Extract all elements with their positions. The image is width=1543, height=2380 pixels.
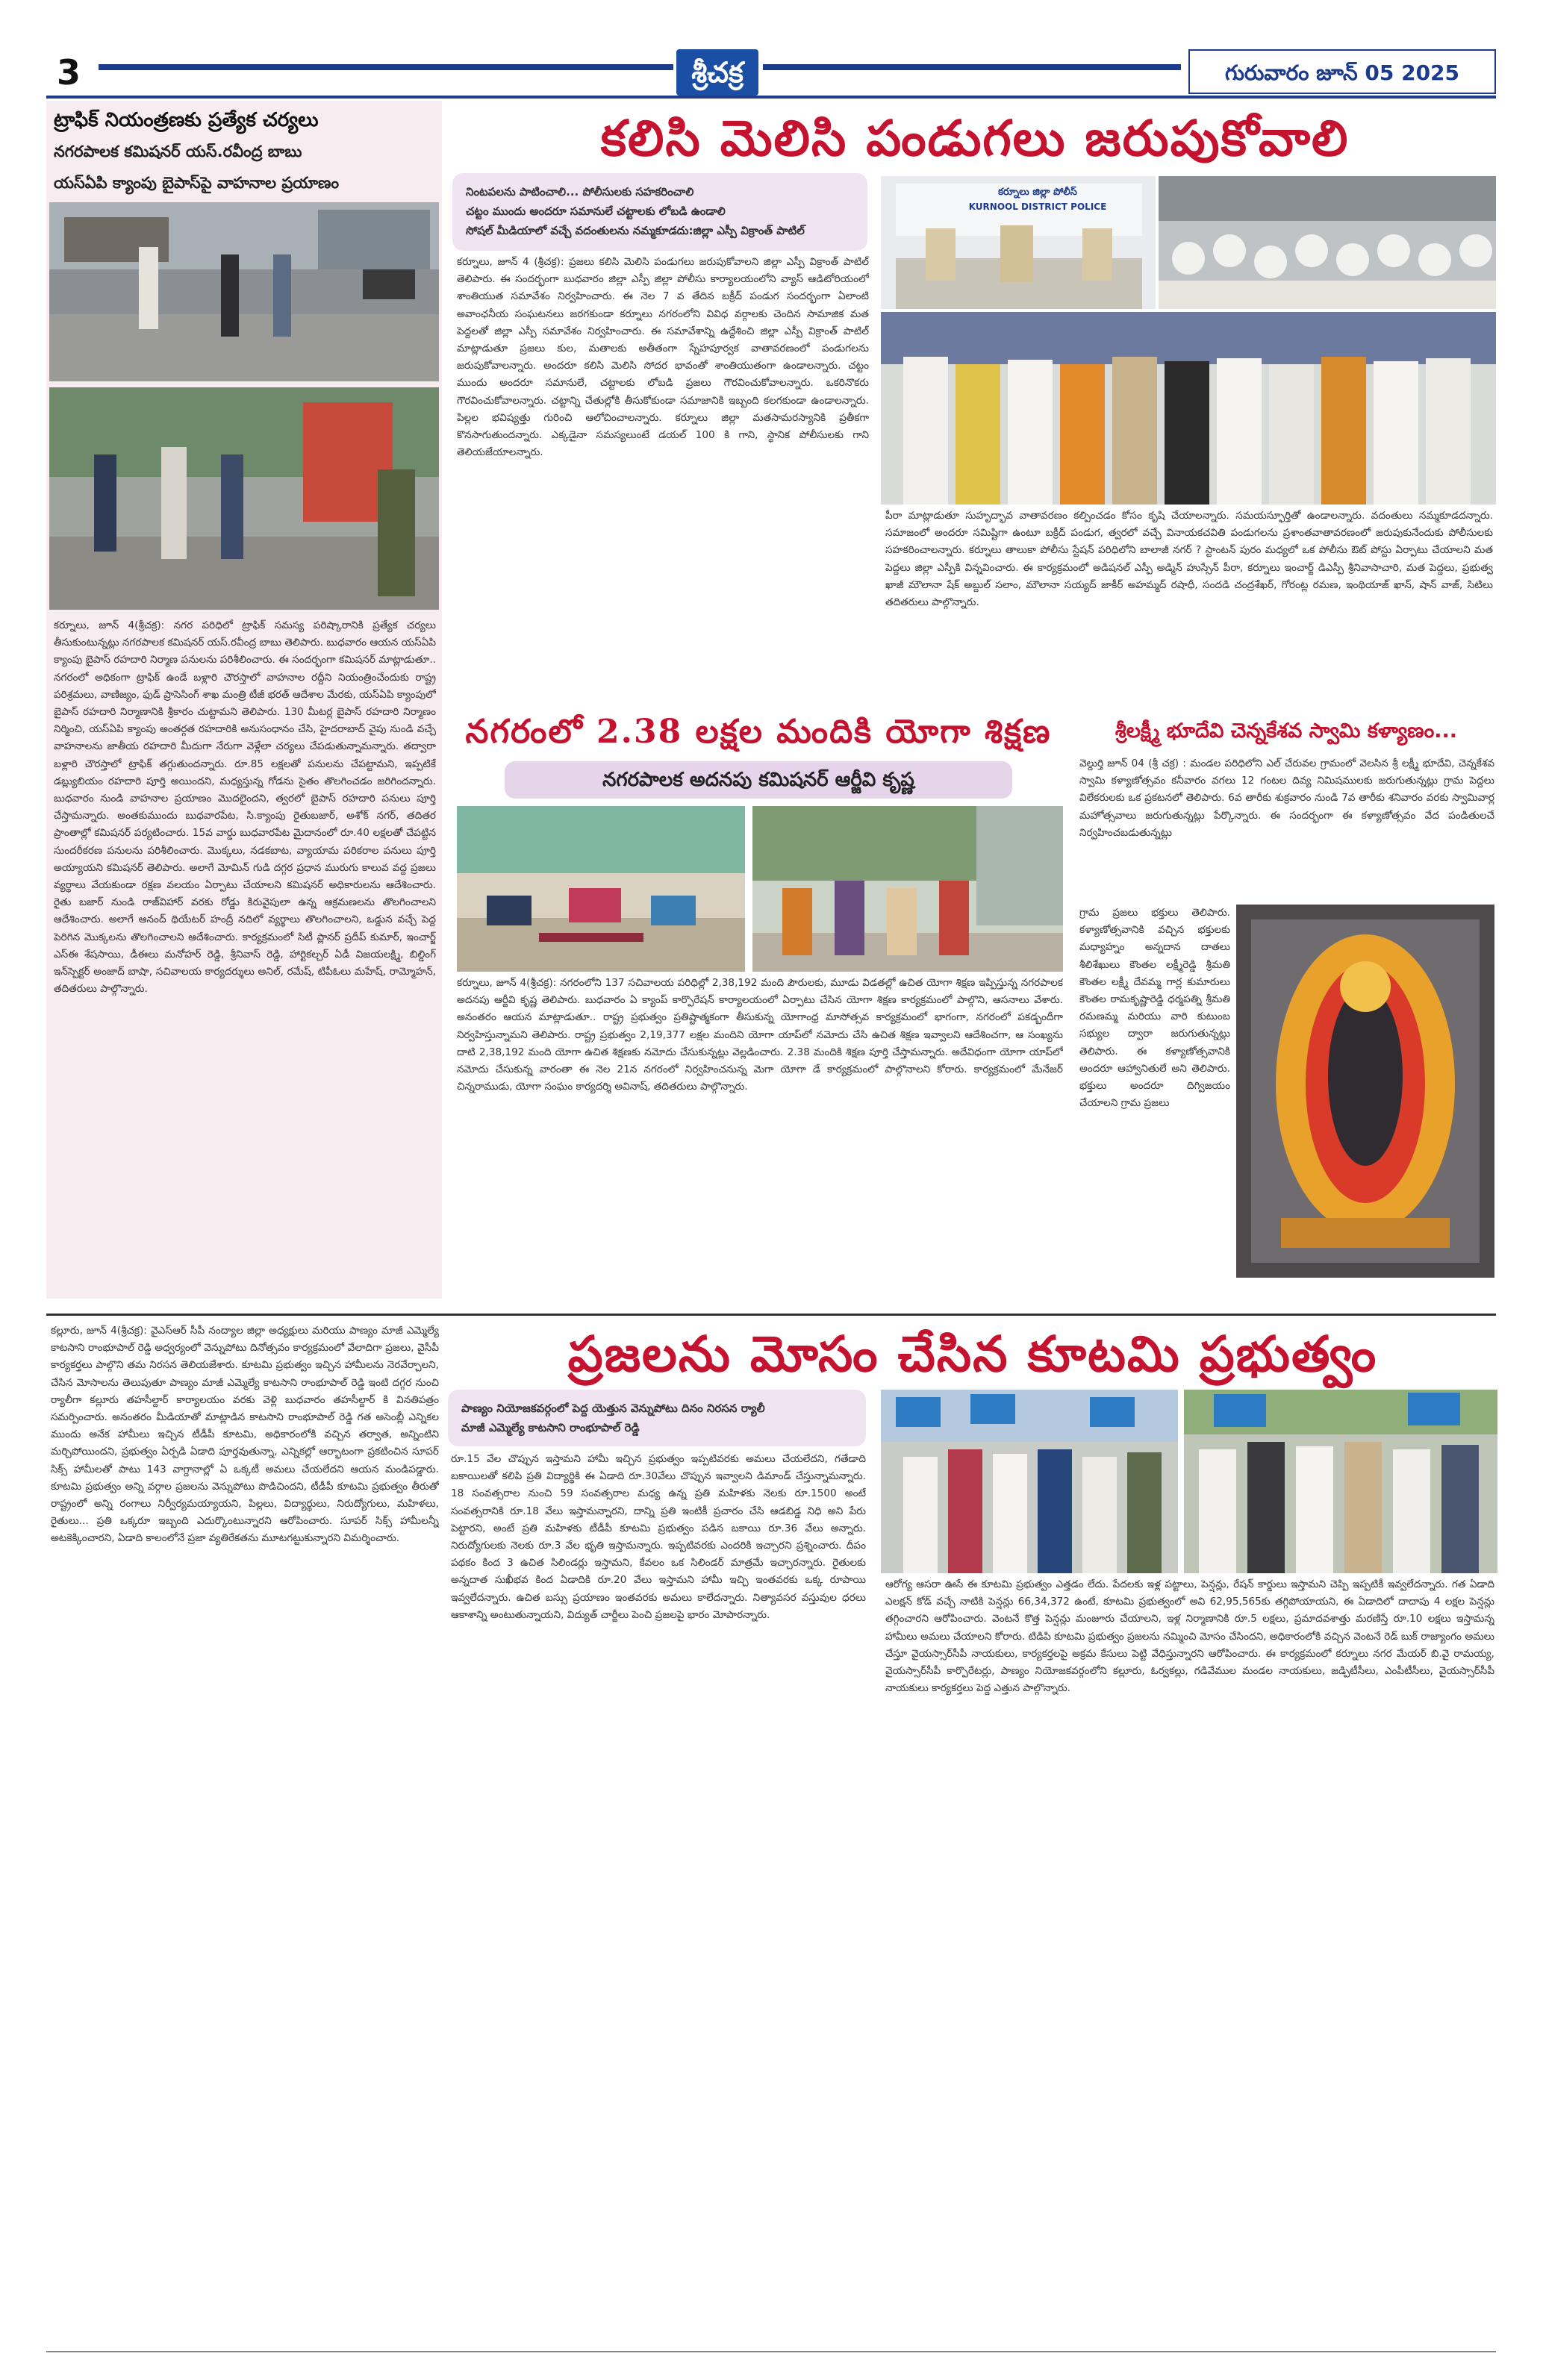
section-divider <box>46 1314 1496 1316</box>
yoga-story-body: కర్నూలు, జూన్ 4(శ్రీచక్ర): నగరంలోని 137 సచివాలయ పరిధిల్లో 2,38,192 మంది పౌరులకు, మూడు విడతల్లో ఉచిత యోగా శిక్షణ ఇప్పిస్తున్న నగరపాలక అదనపు ఆర్జీవి కృష్ణ తెలిపారు. బుధవారం ఏ క్యాంప్ కార్పొరేషన్ కార్యాలయంలో ఏర్పాటు చేసిన యోగా శిక్షణ కార్యక్రమంలో పాల్గొని, ఆసనాలు వేశారు. అనంతరం ఆయన మాట్లాడుతూ.. రాష్ట్ర ప్రభుత్వం ప్రతిష్టాత్మకంగా తీసుకున్న యోగాంధ్ర మాసోత్సవ కార్యక్రమంలో భాగంగా, నగరంలో పకడ్బందీగా నిర్వహిస్తున్నామని తెలిపారు. రాష్ట్ర ప్రభుత్వం 2,19,377 లక్షల మందిని యోగా యాప్‌లో నమోదు చేసి ఉచిత శిక్షణ ఇవ్వాలని ఆదేశించగా, ఆ సంఖ్యను దాటి 2,38,192 మంది యోగా ఉచిత శిక్షణకు నమోదు చేసుకున్నట్లు వెల్లడించారు. 2.38 మందికి శిక్షణ పూర్తి చేస్తామన్నారు. అదేవిధంగా యోగా యాప్‌లో నమోదు చేసుకున్న వారంతా ఈ నెల 21న నగరంలో నిర్వహించనున్న మెగా యోగా డే కార్యక్రమంలో పాల్గొనాలని కోరారు. కార్యక్రమంలో మేనేజర్ చిన్నరాముడు, యోగా సంఘం కార్యదర్శి అవినాష్, తదితరులు పాల్గొన్నారు. <box>457 977 1063 1093</box>
top-story-headline: కలిసి మెలిసి పండుగలు జరుపుకోవాలి <box>600 109 1350 167</box>
bottom-story-headline: ప్రజలను మోసం చేసిన కూటమి ప్రభుత్వం <box>567 1325 1378 1383</box>
bottom-story-deck-line-1: పాణ్యం నియోజకవర్గంలో పెద్ద యెత్తున వెన్నుపోటు దినం నిరసన ర్యాలీ <box>461 1402 765 1415</box>
police-meeting-photo-1 <box>881 176 1156 309</box>
yoga-photo-1 <box>457 806 745 972</box>
left-story-subhead-2: యస్ఏపి క్యాంపు బైపాస్‌పై వాహనాల ప్రయాణం <box>54 174 340 192</box>
left-photo-1 <box>49 202 439 381</box>
left-story <box>46 101 442 1299</box>
top-story-deck-line-1: నింటపలను పాటించాలి... పోలీసులకు సహకరించాలి <box>466 185 694 199</box>
top-story-body-left: కర్నూలు, జూన్ 4 (శ్రీచక్ర): ప్రజలు కలిసి మెలిసి పండుగలు జరుపుకోవాలని జిల్లా ఎస్పీ విక్రాంత్ పాటిల్ తెలిపారు. ఈ సందర్భంగా బుధవారం జిల్లా ఎస్పీ జిల్లా పోలీసు కార్యాలయంలోని వ్యాస్ ఆడిటోరియంలో శాంతియుత సమావేశం నిర్వహించారు. ఈ నెల 7 వ తేదిన బక్రీద్ పండుగ సందర్భంగా ఏలాంటి అవాంఛనీయ సంఘటనలు జరగకుండా కర్నూలు నగరంలోని వివిధ వర్గాలకు చెందిన సామాజిక మత పెద్దలతో జిల్లా ఎస్పీ సమావేశం నిర్వహించారు. ఈ సమావేశాన్ని ఉద్దేశించి జిల్లా ఎస్పీ విక్రాంత్ పాటిల్ మాట్లాడుతూ ప్రజలు కుల, మతాలకు అతీతంగా స్నేహపూర్వక వాతావరణంలో పండుగలను జరుపుకోవాలన్నారు. అందరూ కలిసి మెలిసి సోదర భావంతో శాంతియుతంగా ఉండాలన్నారు. చట్టం ముందు అందరూ సమానులే, చట్టాలకు లోబడి ప్రజలు గౌరవించుకోవాలన్నారు. ఒకరినొకరు గౌరవించుకోవాలన్నారు. చట్టాన్ని చేతుల్లోకి తీసుకోకుండా సమాజానికి ఇబ్బంది కలగకుండా ఉండాలన్నారు. పిల్లల భవిష్యత్తు గురించి ఆలోచించాలన్నారు. కర్నూలు జిల్లా మతసామరస్యానికి ప్రతీకగా కొనసాగుతుందన్నారు. ఎక్కడైనా సమస్యలుంటే డయల్ 100 కి గాని, స్థానిక పోలీసులకు గాని తెలియజేయాలన్నారు. <box>457 256 869 459</box>
rally-photo-2 <box>1184 1390 1497 1573</box>
bottom-story-body-col2: రూ.15 వేల చొప్పున ఇస్తామని హామీ ఇచ్చిన ప్రభుత్వం ఇప్పటివరకు అమలు చేయలేదని, గతేడాది బకాయిలతో కలిపి ప్రతి విద్యార్థికి ఈ ఏడాది రూ.30వేలు చొప్పున ఇవ్వాలని డిమాండ్ చేస్తున్నామన్నారు. 18 సంవత్సరాల నుంచి 59 సంవత్సరాల మధ్య ఉన్న ప్రతి మహిళకు నెలకు రూ.1500 అంటే సంవత్సరానికి రూ.18 వేలు ఇస్తామన్నారని, దాన్ని ప్రతి ఇంటికీ ప్రచారం చేసి ఆడబిడ్డ నిధి అని పేరు పెట్టారని, అంటే ప్రతి మహిళకు టీడీపీ కూటమి ప్రభుత్వం పడిన బకాయి రూ.36 వేలు అన్నారు. నిరుద్యోగులకు నెలకు రూ.3 వేల భృతి ఇస్తామన్నారు. ఇప్పటివరకు ఎందరికి ఇచ్చారని ప్రశ్నించారు. దీపం పథకం కింద 3 ఉచిత సిలిండర్లు ఇస్తామని, కేవలం ఒక సిలిండర్ మాత్రమే ఇచ్చారన్నారు. రైతులకు అన్నదాత సుఖీభవ కింద ఏడాదికి రూ.20 వేలు ఇస్తామని హామీ ఇచ్చి ఇంతవరకు ఒక్క రూపాయి ఇవ్వలేదన్నారు. ఉచిత బస్సు ప్రయాణం ఇంతవరకు అమలు కాలేదన్నారు. నిత్యావసర వస్తువుల ధరలు ఆకాశాన్ని అంటుతున్నాయని, విద్యుత్ చార్జీలు పెంచి ప్రజలపై భారం మోపారన్నారు. <box>451 1453 866 1621</box>
yoga-photo-2 <box>752 806 1063 972</box>
masthead <box>46 46 1496 99</box>
kalyanam-story-body-top: వెల్దుర్తి జూన్ 04 (శ్రీ చక్ర) : మండల పరిధిలోని ఎల్ చేరువల గ్రామంలో వెలసిన శ్రీ లక్ష్మీ భూదేవి, చెన్నకేశవ స్వామి కళ్యాణోత్సవం కనీవారం వగలు 12 గంటల దివ్య నిమిషములకు జరుగుతున్నట్లు గ్రామ పెద్దలు విలేకరులకు ఒక ప్రకటనలో తెలిపారు. 6వ తారీకు శుక్రవారం నుండి 7వ తారీకు శనివారం వరకు స్వామివార్ల మహోత్సవాలు జరుగుతున్నట్లు పేర్కొన్నారు. ఈ సందర్భంగా ఈ కళ్యాణోత్సవం వేద పండితులచే నిర్వహించబడుతున్నట్లు <box>1079 758 1494 839</box>
top-story-deck <box>452 173 867 251</box>
yoga-story-headline: నగరంలో 2.38 లక్షల మందికి యోగా శిక్షణ <box>465 713 1052 751</box>
police-banner-text: కర్నూలు జిల్లా పోలీస్ <box>998 187 1077 198</box>
masthead-bar-right <box>763 64 1181 70</box>
page-number: 3 <box>56 52 81 93</box>
bottom-story-deck-line-2: మాజీ ఎమ్మెల్యే కాటసాని రాంభూపాల్ రెడ్డి <box>461 1421 640 1434</box>
left-story-subhead-1: నగరపాలక కమిషనర్ యస్.రవీంద్ర బాబు <box>54 143 302 160</box>
police-meeting-photo-3 <box>881 312 1496 505</box>
kalyanam-story-body-side: గ్రామ ప్రజలు భక్తులు తెలిపారు. కళ్యాణోత్సవానికి వచ్చిన భక్తులకు మధ్యాహ్నం అన్నదాన దాతలు శీలిశేఖులు కౌంతల లక్ష్మీరెడ్డి శ్రీమతి కౌంతల లక్ష్మీ దేవమ్మ గార్ల కుమారులు కౌంతల రామకృష్ణారెడ్డి ధర్మపత్ని శ్రీమతి రమణమ్మ మరియు వారి కుటుంబ సభ్యుల ద్వారా జరుగుతున్నట్లు తెలిపారు. ఈ కళ్యాణోత్సవానికి అందరూ ఆహ్వానితులే అని తెలిపారు. భక్తులు అందరూ దిగ్విజయం చేయాలని గ్రామ ప్రజలు <box>1079 907 1230 1110</box>
top-story-deck-line-3: సోషల్ మీడియాలో వచ్చే వదంతులను నమ్మకూడదు:జిల్లా ఎస్పీ విక్రాంత్ పాటిల్ <box>466 224 805 237</box>
top-story-body-right: పీరా మాట్లాడుతూ సుహృద్భావ వాతావరణం కల్పించడం కోసం కృషి చేయాలన్నారు. సమయస్ఫూర్తితో ఉండాలన్నారు. వదంతులు నమ్మకూడదన్నారు. సమాజంలో అందరూ సమిష్టిగా ఉంటూ బక్రీద్ పండుగ, త్వరలో వచ్చే వినాయకచవితి పండుగలను ప్రశాంతవాతావరణంలో జరుపుకునేందుకు పోలీసులకు సహకరించాలన్నారు. కర్నూలు తాలుకా పోలీసు స్టేషన్ పరిధిలోని బాలాజీ నగర్ ? స్టాంటన్ పురం మధ్యలో ఒక పోలీసు ఔట్ పోస్టు ఏర్పాటు చేయాలని మత పెద్దలు జిల్లా ఎస్పీకి విన్నవించారు. ఈ కార్యక్రమంలో అడిషనల్ ఎస్పీ అడ్మిన్ హుస్సేన్ పీరా, కర్నూలు ఇంచార్జ్ డిఎస్పీ శ్రీనివాసాచారి, మత పెద్దలు, ప్రభుత్వ ఖాజీ మౌలానా షేక్ అబ్దుల్ సలాం, మౌలానా సయ్యద్ జాకీర్ అహమ్మద్ రషాధీ, సందడి చంద్రశేఖర్, గోరంట్ల రమణ, ఇంథియాజ్ ఖాన్, షాన్ వాజ్, సిటిలు తదితరులు పాల్గొన్నారు. <box>885 510 1493 609</box>
left-story-headline: ట్రాఫిక్ నియంత్రణకు ప్రత్యేక చర్యలు <box>54 109 319 131</box>
yoga-story-deck: నగరపాలక అదనపు కమిషనర్ ఆర్జీవి కృష్ణ <box>505 761 1012 799</box>
top-story-deck-line-2: చట్టం ముందు అందరూ సమానులే చట్టాలకు లోబడి ఉండాలి <box>466 204 726 218</box>
left-photo-2 <box>49 387 439 610</box>
masthead-bar-left <box>99 64 673 70</box>
left-story-body: కర్నూలు, జూన్ 4(శ్రీచక్ర): నగర పరిధిలో ట్రాఫిక్ సమస్య పరిష్కారానికి ప్రత్యేక చర్యలు తీసుకుంటున్నట్లు నగరపాలక కమిషనర్ యస్.రవీంద్ర బాబు తెలిపారు. బుధవారం ఆయన యస్ఏపి క్యాంపు బైపాస్ రహదారి నిర్మాణ పనులను పరిశీలించారు. ఈ సందర్భంగా కమిషనర్ మాట్లాడుతూ.. నగరంలో అధికంగా ట్రాఫిక్ ఉండే బళ్లారి చౌరస్తాలో వాహనాల రద్దీని నియంత్రించేందుకు రాష్ట్ర పరిశ్రమలు, వాణిజ్యం, ఫుడ్ ప్రాసెసింగ్ శాఖ మంత్రి టీజీ భరత్ ఆదేశాల మేరకు, యస్ఏపి క్యాంపులో బైపాస్ రహదారి నిర్మాణానికి శ్రీకారం చుట్టామని తెలిపారు. 130 మీటర్ల బైపాస్ రహదారి నిర్మాణం నిర్మించి, యస్ఏపి క్యాంపు అంతర్గత రహదారికి అనుసంధానం చేసి, హైదరాబాద్ వైపు నుండి వచ్చే వాహనాలను జాతీయ రహదారి మీదుగా నేరుగా వెళ్లేలా చర్యలు చేపడుతున్నామన్నారు. తద్వారా బళ్లారి చౌరస్తాలో ట్రాఫిక్ తగ్గుతుందన్నారు. రూ.85 లక్షలతో పనులను చేపట్టామని, ఇప్పటికే డబ్ల్యుబియం రహదారి పూర్తి అయిందని, మధ్యస్తున్న గోడను సైతం తొలగించడం జరిగిందన్నారు. బుధవారం నుండి వాహనాల ప్రయాణం మొదలైందని, త్వరలో బైపాస్ రహదారి పనులు పూర్తి చేస్తామన్నారు. అంతకుముందు బుధవారపేట, సి.క్యాంపు రైతుబజార్, అశోక్ నగర్, తదితర ప్రాంతాల్లో కమిషనర్ పర్యటించారు. 15వ వార్డు బుధవారపేట మైదానంలో రూ.40 లక్షలతో చేపట్టిన సుందరీకరణ పనులను పరిశీలించారు. మొక్కలు, నడకబాట, వ్యాయామ పరికరాల పనులు పూర్తి అయ్యాయని కమిషనర్ తెలిపారు. అలాగే మోమిన్ గుడి దగ్గర ప్రధాన మురుగు కాలువ వద్ద ప్రజలు వ్యర్థాలు వేయకుండా రక్షణ వలయం ఏర్పాటు చేయాలని కమిషనర్ అధికారులను ఆదేశించారు. రైతు బజార్ నుండి రాజ్‌విహార్ వరకు రోడ్డు కిరువైపులా ఉన్న ఆక్రమణలను తొలగించాలని ఆదేశించారు. అలాగే ఆనంద్ థియేటర్ హంద్రీ నదిలో వ్యర్థాలు తొలగించాలని, ఒడ్డున వచ్చే పెద్ద పెరిగిన మొక్కలను తొలగించాలని ఆదేశించారు. కార్యక్రమంలో సిటీ ప్లానర్ ప్రదీప్ కుమార్, ఇంచార్జ్ ఎస్ఈ శేషసాయి, డీఈలు మనోహర్ రెడ్డి, శ్రీనివాస్ రెడ్డి, హార్టికల్చర్ ఏడీ విజయలక్ష్మి, బిల్డింగ్ ఇన్‌స్పెక్టర్ అంజాద్ బాషా, సచివాలయ కార్యదర్శులు అనిల్, రమేష్, టిపీఓలు మహేష్, రామ్మోహన్, తదితరులు పాల్గొన్నారు. <box>54 619 436 996</box>
police-banner-text-en: KURNOOL DISTRICT POLICE <box>968 202 1107 212</box>
bottom-story-body-col3: ఆరోగ్య ఆసరా ఊసే ఈ కూటమి ప్రభుత్వం ఎత్తడం లేదు. పేదలకు ఇళ్ల పట్టాలు, పెన్షన్లు, రేషన్ కార్డులు ఇస్తామని చెప్పి ఇప్పటికీ ఇవ్వలేదన్నారు. గత ఏడాది ఎలక్షన్ కోడ్ వచ్చే నాటికి పెన్షన్లు 66,34,372 ఉంటే, కూటమి ప్రభుత్వంలో అవి 62,95,565కు తగ్గిపోయాయని, ఈ ఏడాదిలో దాదాపు 4 లక్షల పెన్షన్లు తగ్గించారని ఆరోపించారు. వెంటనే కొత్త పెన్షన్లు మంజూరు చేయాలని, ఇళ్ల నిర్మాణానికి రూ.5 లక్షలు, ప్రమాదవశాత్తు మరణిస్తే రూ.10 లక్షలు ఇస్తామన్న హామీలు అమలు చేయాలని కోరారు. టిడిపి కూటమి ప్రభుత్వం ప్రజలను నమ్మించి మోసం చేసిందని, అధికారంలోకి వచ్చిన వెంటనే రెడ్ బుక్ రాజ్యాంగం అమలు చేస్తూ వైయస్సార్‌సీపీ నాయకులు, కార్యకర్తలపై అక్రమ కేసులు పెట్టి వేధిస్తున్నారని ఆరోపించారు. ఈ కార్యక్రమంలో కర్నూలు నగర మేయర్ బి.వై రామయ్య, వైయస్సార్‌సీపీ కార్పొరేటర్లు, పాణ్యం నియోజకవర్గంలోని కల్లూరు, ఓర్వకల్లు, గడివేముల మండల నాయకులు, జడ్పిటీసీలు, ఎంపీటీసీలు, వైయస్సార్‌సీపీ నాయకులు కార్యకర్తలు పెద్ద ఎత్తున పాల్గొన్నారు. <box>885 1578 1494 1695</box>
rally-photo-1 <box>881 1390 1178 1573</box>
newspaper-logo: శ్రీచక్ర <box>676 49 758 96</box>
issue-date: గురువారం జూన్ 05 2025 <box>1188 49 1496 94</box>
kalyanam-story-headline: శ్రీలక్ష్మీ భూదేవి చెన్నకేశవ స్వామి కళ్యాణం... <box>1115 719 1458 743</box>
page-bottom-rule <box>46 2351 1496 2352</box>
deity-photo <box>1236 905 1494 1278</box>
bottom-story-deck <box>448 1390 866 1446</box>
police-meeting-photo-2 <box>1159 176 1496 309</box>
bottom-story-body-col1: కల్లూరు, జూన్ 4(శ్రీచక్ర): వైఎస్ఆర్ సీపీ నంద్యాల జిల్లా అధ్యక్షులు మరియు పాణ్యం మాజీ ఎమ్మెల్యే కాటసాని రాంభూపాల్ రెడ్డి అధ్వర్యంలో వెన్నుపోటు దినోత్సవం కార్యక్రమంలో వేలాదిగా ప్రజలు, వైసీపీ కార్యకర్తలు పాల్గొని తమ నిరసన తెలియజేశారు. కూటమి ప్రభుత్వం ఇచ్చిన హామీలను నెరవేర్చాలని, చేసిన మోసాలను తెలుపుతూ పాణ్యం మాజీ ఎమ్మెల్యే కాటసాని రాంభూపాల్ రెడ్డి ఇంటి దగ్గర నుంచి ర్యాలీగా కల్లూరు తహసీల్దార్ కార్యాలయం వరకు వెళ్లి బుధవారం తహసీల్దార్ కి వినతిపత్రం సమర్పించారు. అనంతరం మీడియాతో మాట్లాడిన కాటసాని రాంభూపాల్ రెడ్డి గత అసెంబ్లీ ఎన్నికల ముందు అనేక హామీలు ఇచ్చిన టీడీపీ కూటమి, అధికారంలోకి వచ్చిన తర్వాత, అన్నింటిని మర్చిపోయిందని, ప్రభుత్వం ఏర్పడి ఏడాది పూర్తవుతున్నా, ఎన్నికల్లో ఆర్భాటంగా ప్రకటించిన సూపర్ సిక్స్ హామీలతో పాటు 143 వాగ్దానాల్లో ఏ ఒక్కటీ అమలు చేయలేదని ఆయన మండిపడ్డారు. కూటమి ప్రభుత్వం అన్ని వర్గాల ప్రజలను వెన్నుపోటు పొడిచిందని, టీడీపీ కూటమి ప్రభుత్వం తీరుతో రాష్ట్రంలో అన్ని రంగాలు నిర్వీర్యమయ్యాయని, పిల్లలు, విద్యార్థులు, నిరుద్యోగులు, మహిళలు, రైతులు... ప్రతి ఒక్కరూ ఇబ్బంది ఎదుర్కొంటున్నారని ఆరోపించారు. సూపర్ సిక్స్ హామీలన్నీ అటకెక్కించారని, ఏడాది కాలంలోనే ప్రజా వ్యతిరేకతను మూటగట్టుకున్నారని విమర్శించారు. <box>51 1325 439 1545</box>
